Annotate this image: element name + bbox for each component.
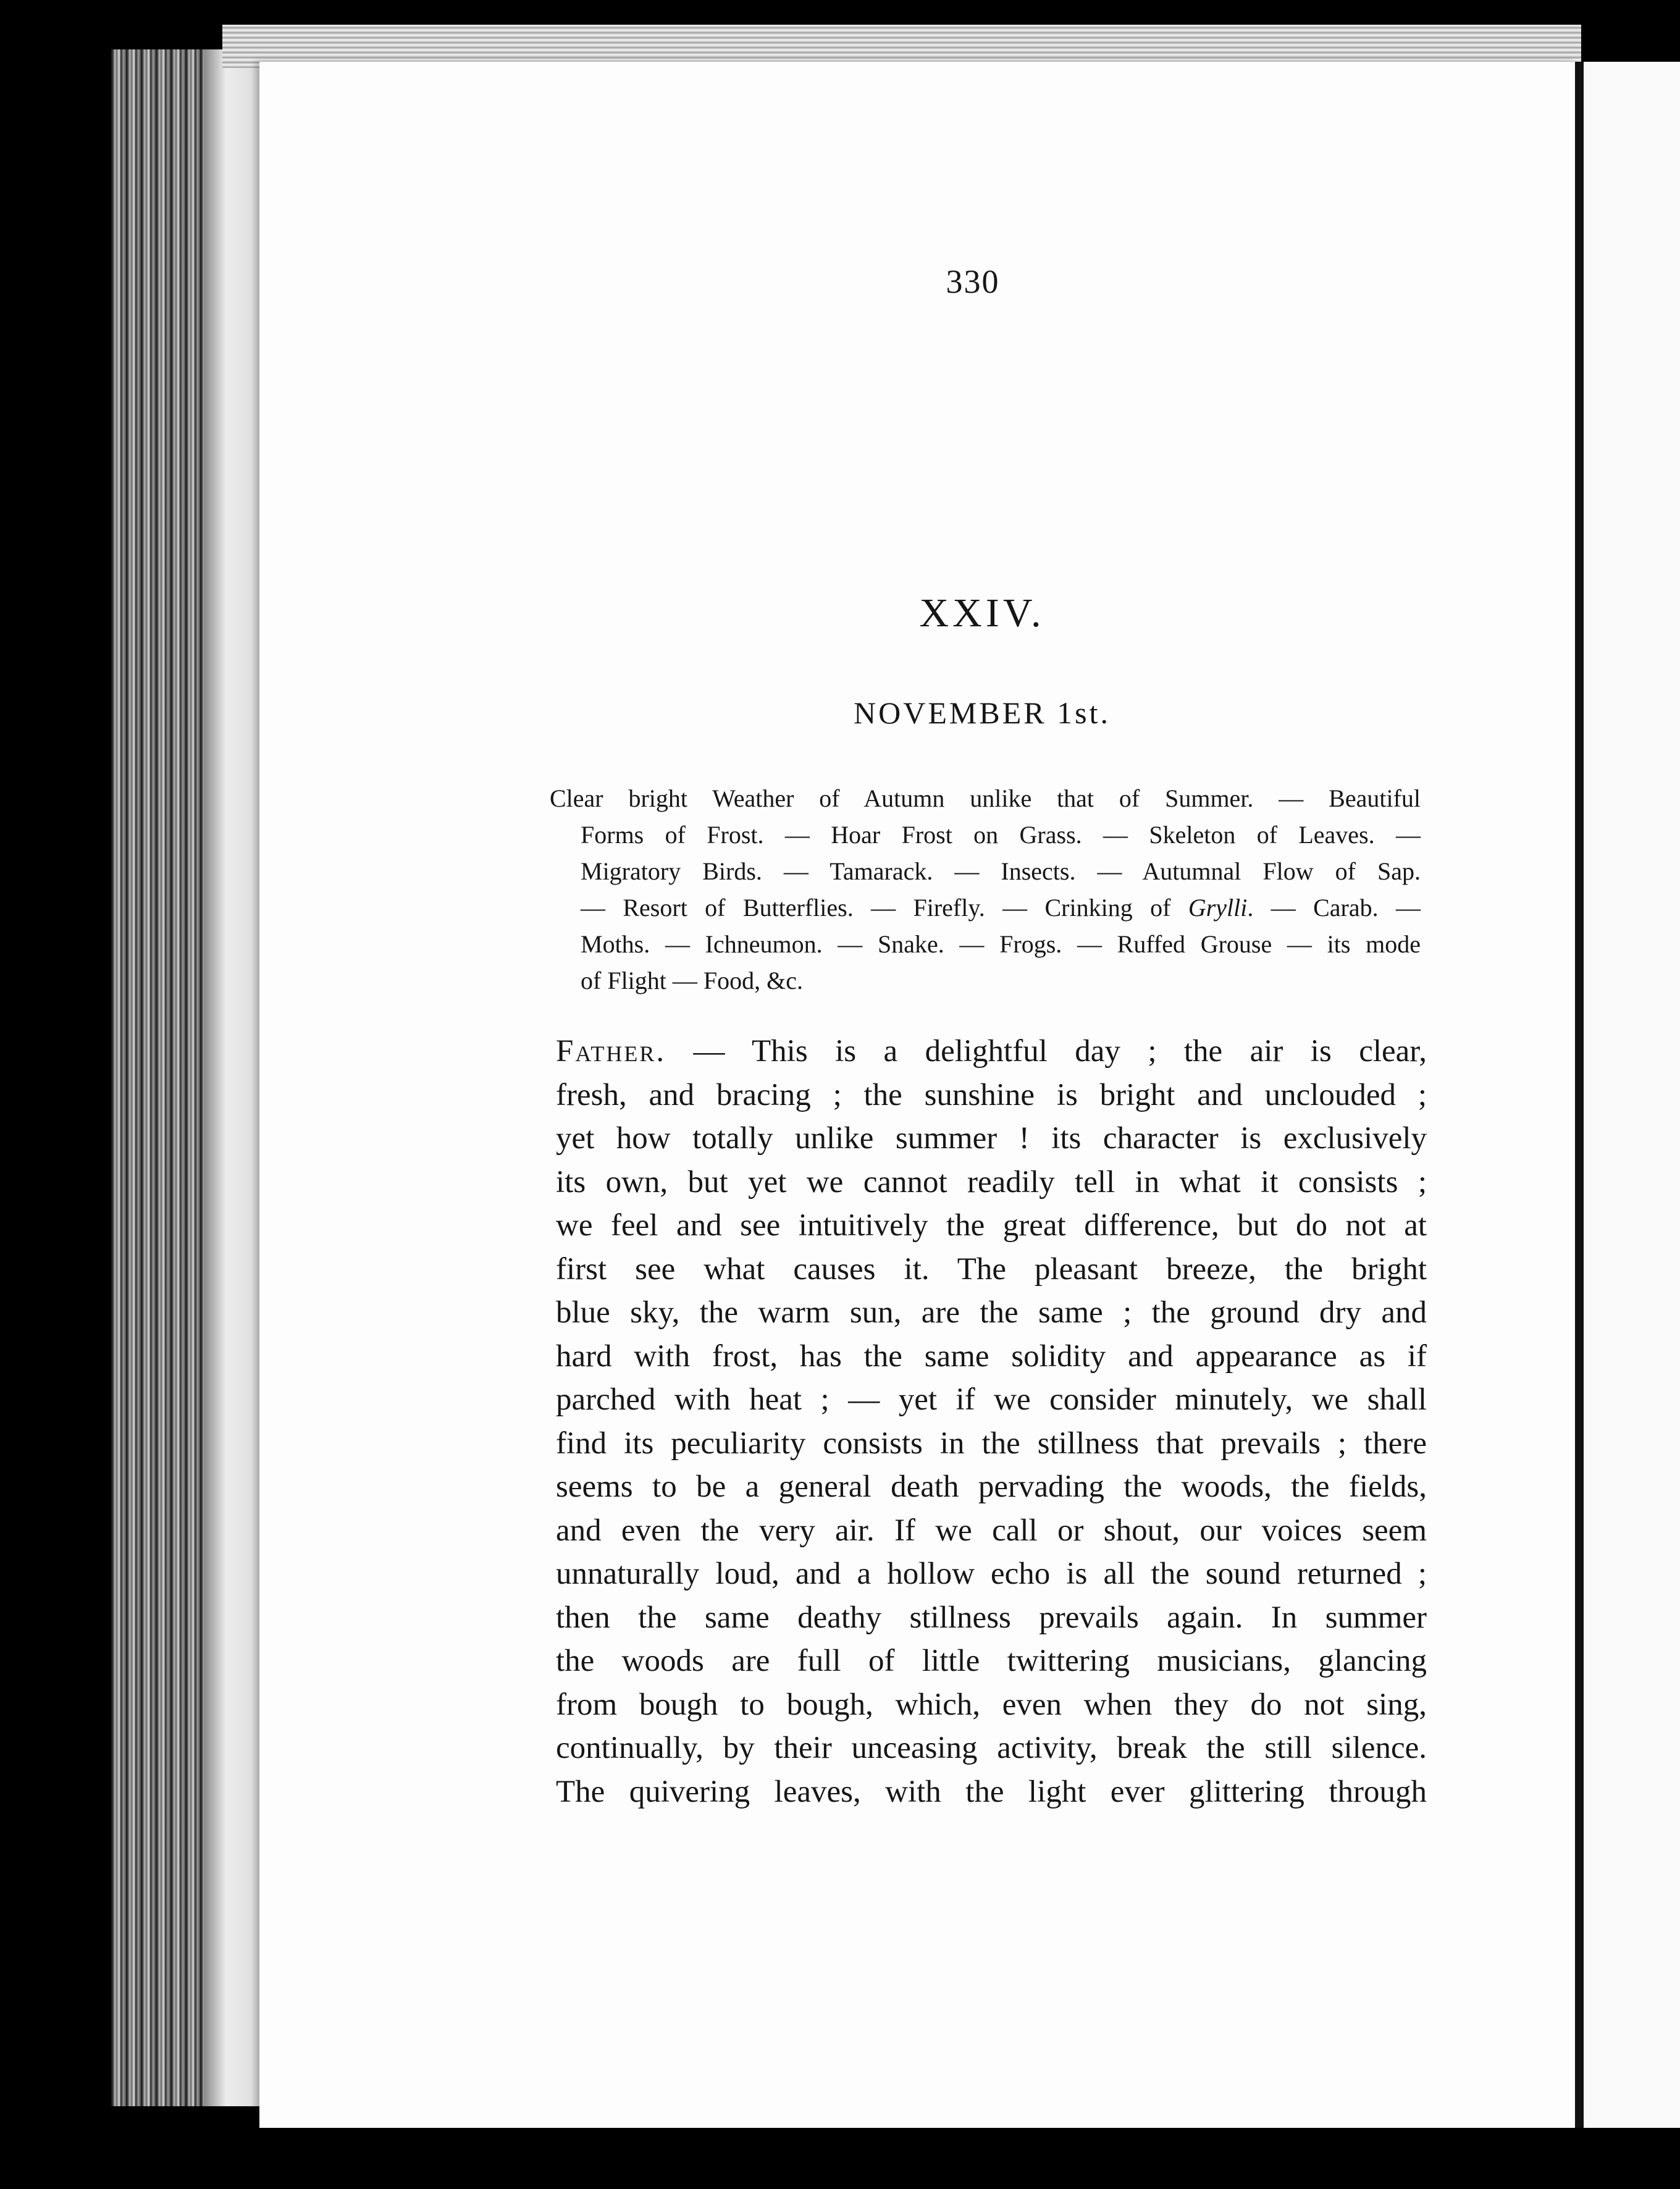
chapter-date: NOVEMBER 1st. [854, 695, 1111, 730]
body-line: its own, but yet we cannot readily tell in what it consists ; [556, 1164, 1427, 1200]
synopsis-line: — Resort of Butterflies. — Firefly. — Crinking of Grylli. — Carab. — [581, 894, 1421, 922]
body-line: unnaturally loud, and a hollow echo is all the sound returned ; [556, 1557, 1427, 1591]
synopsis-line: Moths. — Ichneumon. — Snake. — Frogs. — Ruffed Grouse — its mode [581, 930, 1421, 958]
italic-term: Grylli [1188, 894, 1248, 922]
synopsis-line: Clear bright Weather of Autumn unlike that of Summer. — Beautiful [550, 784, 1421, 812]
bottom-border [247, 2128, 1680, 2189]
body-line: continually, by their unceasing activity, break the still silence. [556, 1731, 1427, 1765]
body-line: seems to be a general death pervading the woods, the fields, [556, 1469, 1427, 1504]
body-line: from bough to bough, which, even when they do not sing, [556, 1687, 1427, 1722]
body-line: then the same deathy stillness prevails again. In summer [556, 1600, 1427, 1635]
chapter-number: XXIV. [919, 590, 1045, 636]
gutter-shadow [1575, 62, 1584, 2128]
body-line: first see what causes it. The pleasant breeze, the bright [556, 1251, 1427, 1287]
facing-page-edge [1584, 62, 1680, 2128]
body-line-first [556, 1030, 1427, 1073]
body-line: find its peculiarity consists in the stillness that prevails ; there [556, 1426, 1427, 1461]
body-line: fresh, and bracing ; the sunshine is bright and unclouded ; [556, 1077, 1427, 1112]
synopsis-line: Forms of Frost. — Hoar Frost on Grass. — Skeleton of Leaves. — [581, 821, 1421, 849]
chapter-synopsis [550, 780, 1421, 999]
body-line: the woods are full of little twittering musicians, glancing [556, 1644, 1427, 1678]
body-line: The quivering leaves, with the light ever glittering through [556, 1774, 1427, 1809]
synopsis-line: of Flight — Food, &c. [581, 967, 804, 994]
page-edges [111, 49, 259, 2106]
body-line: yet how totally unlike summer ! its character is exclusively [556, 1121, 1427, 1156]
page-number: 330 [946, 263, 1000, 300]
body-text [556, 1030, 1427, 1813]
body-line-first-rest: — This is a delightful day ; the air is clear, [666, 1034, 1427, 1069]
body-line: blue sky, the warm sun, are the same ; the ground dry and [556, 1295, 1427, 1330]
body-line: hard with frost, has the same solidity and appearance as if [556, 1338, 1427, 1374]
synopsis-line: Migratory Birds. — Tamarack. — Insects. — Autumnal Flow of Sap. [581, 857, 1421, 885]
body-line: and even the very air. If we call or shout, our voices seem [556, 1513, 1427, 1548]
body-line: parched with heat ; — yet if we consider minutely, we shall [556, 1382, 1427, 1417]
speaker-name: Father. [556, 1034, 666, 1069]
body-line: we feel and see intuitively the great difference, but do not at [556, 1208, 1427, 1243]
